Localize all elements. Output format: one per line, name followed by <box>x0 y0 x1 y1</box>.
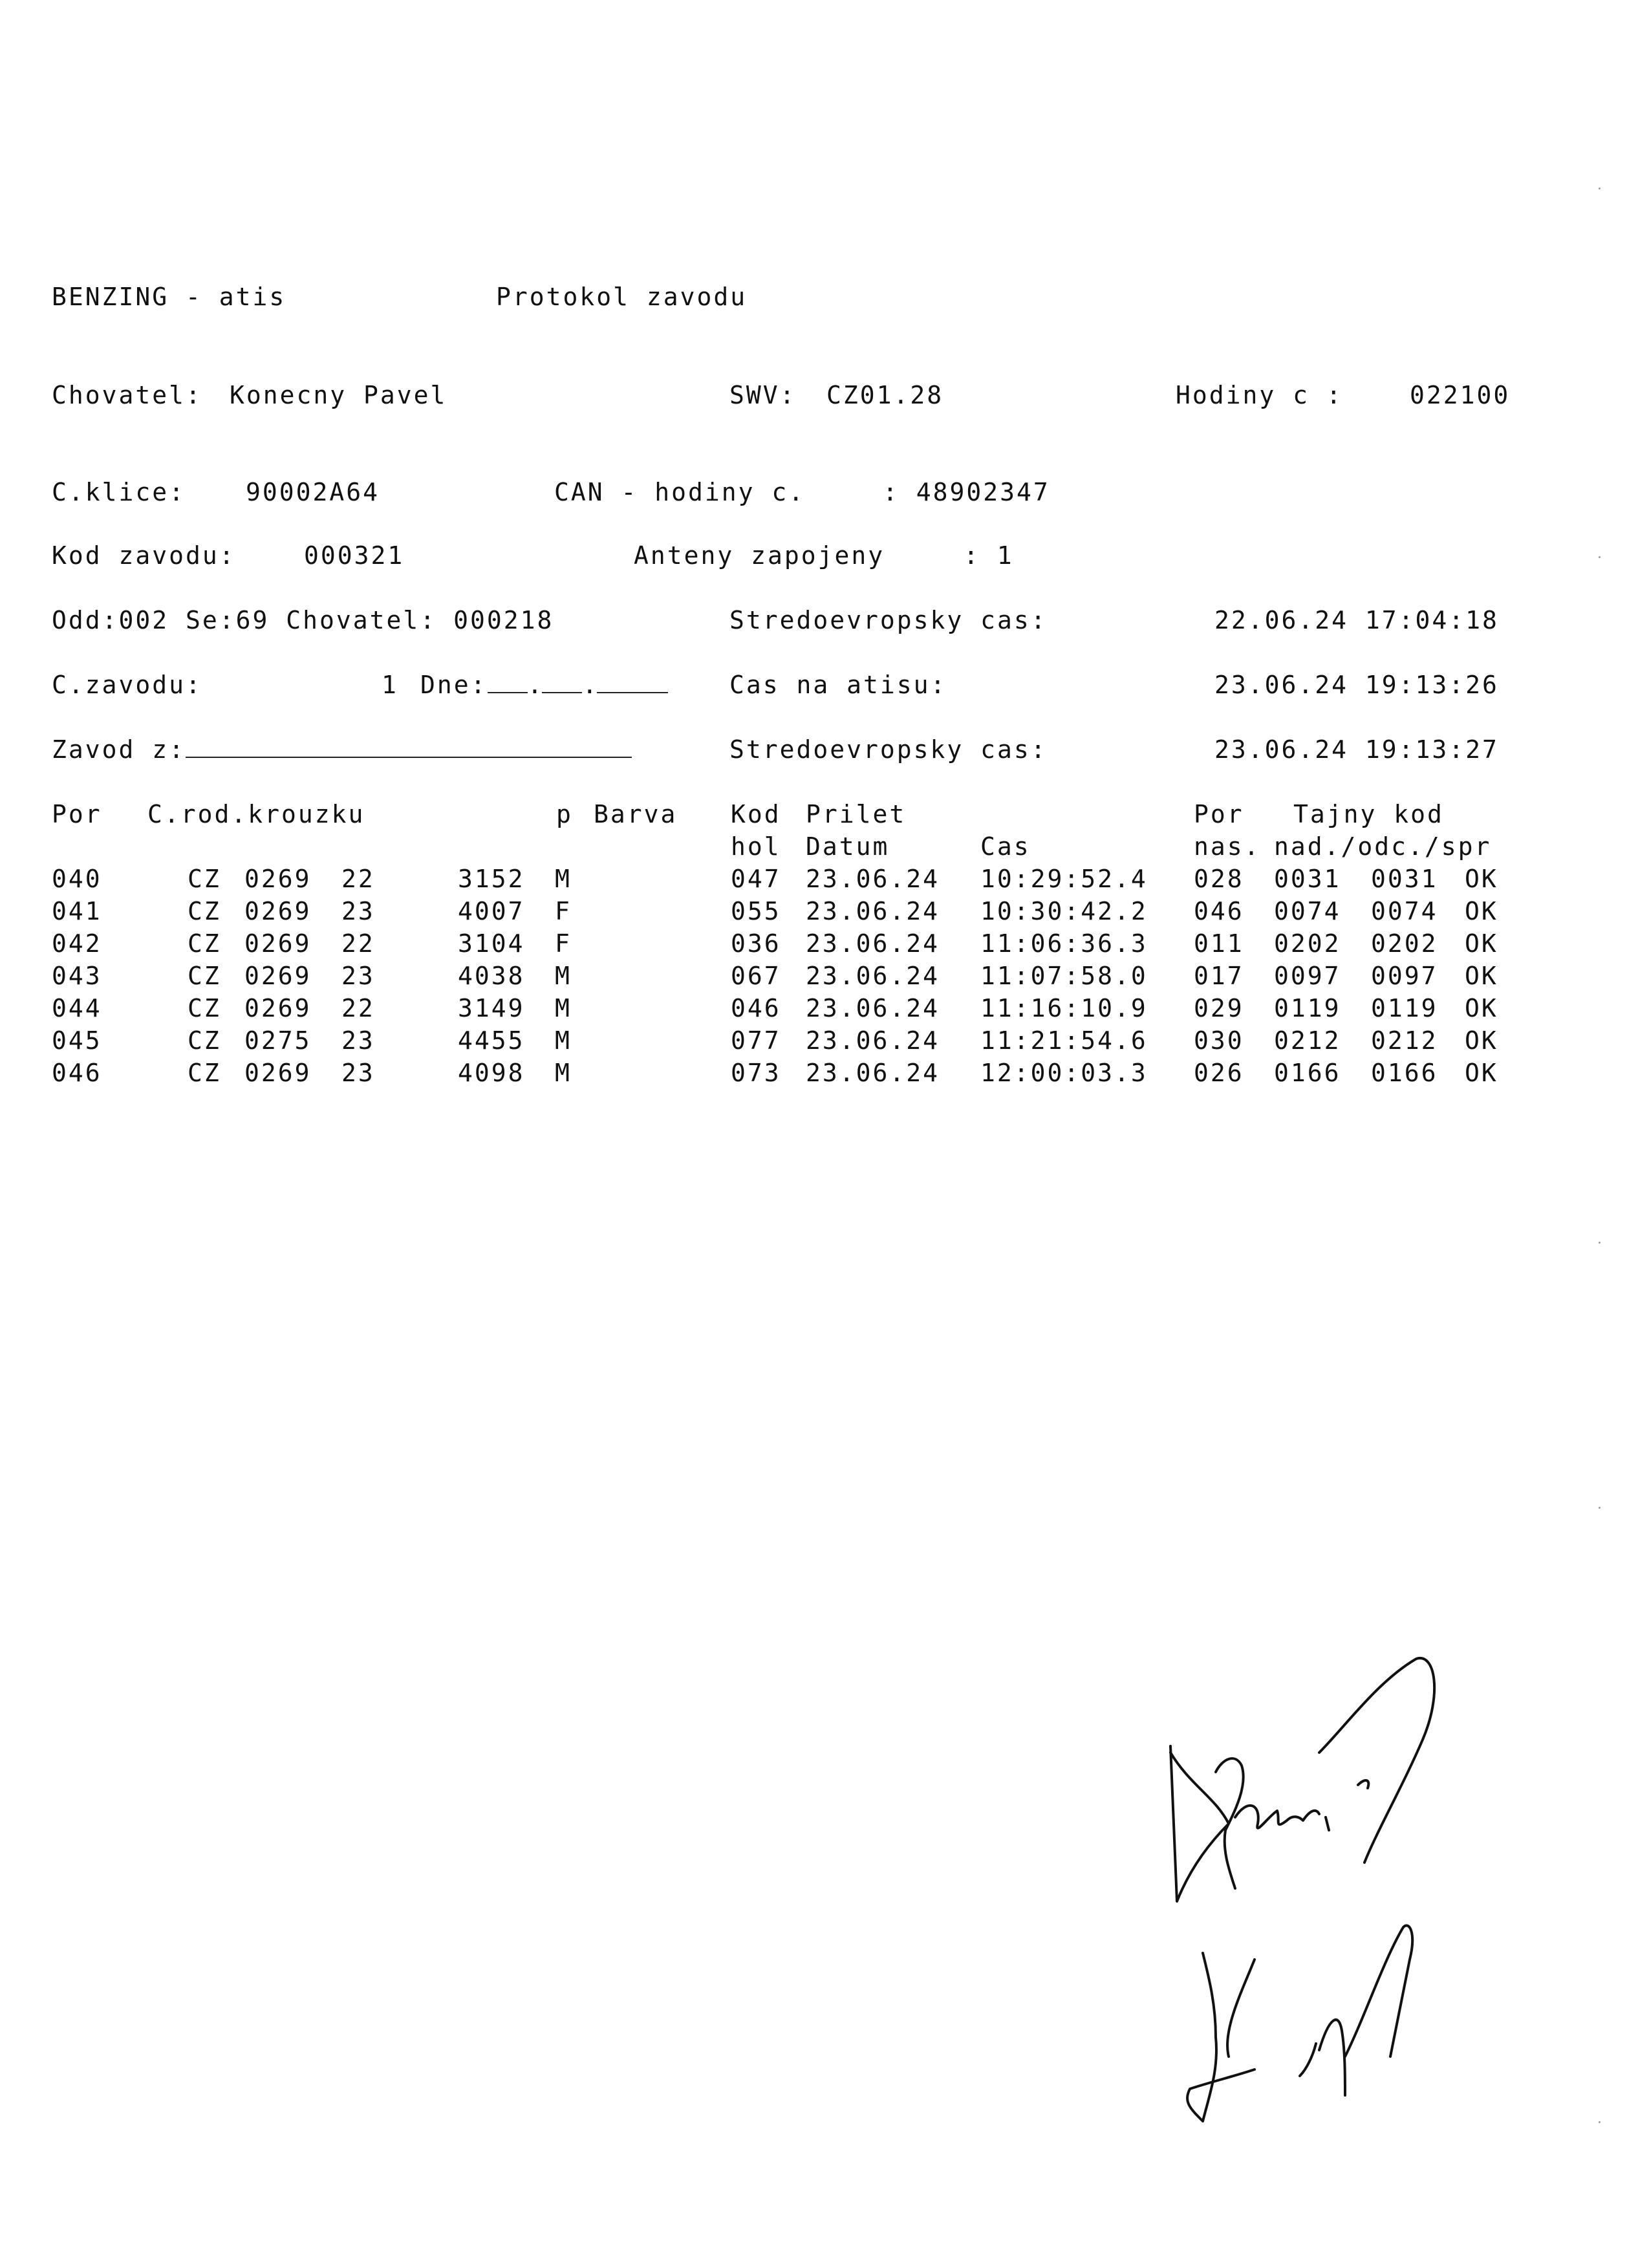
cell-ring-number: 4007 <box>458 897 525 925</box>
cell-rod: 0269 <box>244 897 312 925</box>
cell-time: 10:29:52.4 <box>980 865 1148 893</box>
dne-label: Dne: . . <box>420 673 668 697</box>
cell-sex: F <box>555 929 572 958</box>
table-row <box>0 867 1649 899</box>
zavod-z-blank <box>186 737 632 758</box>
cell-por-nas: 029 <box>1194 994 1244 1022</box>
header-p: p <box>556 800 573 828</box>
cell-por-nas: 028 <box>1194 865 1244 893</box>
cell-nad: 0097 <box>1274 962 1341 990</box>
header-datum: Datum <box>806 832 890 861</box>
cell-odc: 0166 <box>1371 1059 1438 1087</box>
cell-rod: 0269 <box>244 962 312 990</box>
cell-sex: M <box>555 865 572 893</box>
stredoevropsky-cas-value-1: 22.06.24 17:04:18 <box>1214 606 1499 634</box>
cell-nad: 0212 <box>1274 1026 1341 1055</box>
cell-odc: 0097 <box>1371 962 1438 990</box>
cell-odc: 0119 <box>1371 994 1438 1022</box>
cell-rod: 0269 <box>244 1059 312 1087</box>
cell-date: 23.06.24 <box>806 1026 940 1055</box>
cell-time: 12:00:03.3 <box>980 1059 1148 1087</box>
c-zavodu-label: C.zavodu: <box>52 671 202 699</box>
cell-ring-number: 3149 <box>458 994 525 1022</box>
cell-year: 23 <box>341 962 375 990</box>
klice-value: 90002A64 <box>246 478 380 506</box>
table-row <box>0 996 1649 1028</box>
cell-sex: M <box>555 994 572 1022</box>
cell-por-nas: 030 <box>1194 1026 1244 1055</box>
header-por2: Por <box>1194 800 1244 828</box>
cell-spr: OK <box>1465 897 1498 925</box>
stredoevropsky-cas-value-2: 23.06.24 19:13:27 <box>1214 735 1499 764</box>
cell-year: 23 <box>341 897 375 925</box>
odd-line: Odd:002 Se:69 Chovatel: 000218 <box>52 606 554 634</box>
dne-day-blank <box>488 673 528 693</box>
document-title: Protokol zavodu <box>496 283 748 311</box>
cell-time: 11:07:58.0 <box>980 962 1148 990</box>
cell-year: 23 <box>341 1059 375 1087</box>
klice-label: C.klice: <box>52 478 186 506</box>
cell-kod: 077 <box>731 1026 781 1055</box>
can-label: CAN - hodiny c. <box>554 478 806 506</box>
dne-year-blank <box>597 673 668 693</box>
scan-speck <box>1599 2121 1600 2123</box>
header-ring: C.rod.krouzku <box>147 800 365 828</box>
cell-nad: 0031 <box>1274 865 1341 893</box>
cell-kod: 055 <box>731 897 781 925</box>
zavod-z-label <box>52 737 632 762</box>
cell-odc: 0074 <box>1371 897 1438 925</box>
cell-nad: 0119 <box>1274 994 1341 1022</box>
cas-na-atisu-label: Cas na atisu: <box>729 671 947 699</box>
cell-year: 22 <box>341 929 375 958</box>
signature-2 <box>1187 1925 1412 2121</box>
cell-kod: 036 <box>731 929 781 958</box>
cell-year: 22 <box>341 865 375 893</box>
hodiny-value: 022100 <box>1410 381 1511 409</box>
chovatel-label: Chovatel: <box>52 381 202 409</box>
cell-date: 23.06.24 <box>806 865 940 893</box>
cell-ring-number: 3152 <box>458 865 525 893</box>
table-row <box>0 899 1649 931</box>
header-prilet: Prilet <box>806 800 907 828</box>
chovatel-value: Konecny Pavel <box>230 381 447 409</box>
cell-rod: 0269 <box>244 929 312 958</box>
cell-kod: 073 <box>731 1059 781 1087</box>
cell-rod: 0275 <box>244 1026 312 1055</box>
cell-spr: OK <box>1465 865 1498 893</box>
table-header-row-1 <box>0 802 1649 834</box>
cell-year: 23 <box>341 1026 375 1055</box>
cell-sex: M <box>555 1059 572 1087</box>
stredoevropsky-cas-label-2: Stredoevropsky cas: <box>729 735 1048 764</box>
dne-label-text: Dne: <box>420 671 488 699</box>
cell-odc: 0031 <box>1371 865 1438 893</box>
cas-na-atisu-value: 23.06.24 19:13:26 <box>1214 671 1499 699</box>
cell-por-nas: 046 <box>1194 897 1244 925</box>
c-zavodu-value: 1 <box>382 671 398 699</box>
cell-odc: 0202 <box>1371 929 1438 958</box>
cell-date: 23.06.24 <box>806 929 940 958</box>
cell-kod: 046 <box>731 994 781 1022</box>
header-por: Por <box>52 800 102 828</box>
cell-country: CZ <box>188 897 221 925</box>
table-header-row-2 <box>0 834 1649 867</box>
cell-date: 23.06.24 <box>806 994 940 1022</box>
cell-time: 11:06:36.3 <box>980 929 1148 958</box>
anteny-label: Anteny zapojeny <box>634 541 885 570</box>
zavod-z-label-text: Zavod z: <box>52 735 186 764</box>
cell-spr: OK <box>1465 994 1498 1022</box>
dne-month-blank <box>542 673 582 693</box>
scan-speck <box>1599 1507 1600 1509</box>
cell-nad: 0166 <box>1274 1059 1341 1087</box>
cell-country: CZ <box>188 1059 221 1087</box>
hodiny-label: Hodiny c : <box>1176 381 1343 409</box>
cell-spr: OK <box>1465 1026 1498 1055</box>
cell-por: 044 <box>52 994 102 1022</box>
cell-por: 040 <box>52 865 102 893</box>
cell-country: CZ <box>188 962 221 990</box>
cell-time: 11:16:10.9 <box>980 994 1148 1022</box>
cell-por: 045 <box>52 1026 102 1055</box>
can-value: : 48902347 <box>883 478 1050 506</box>
cell-rod: 0269 <box>244 994 312 1022</box>
cell-kod: 047 <box>731 865 781 893</box>
cell-rod: 0269 <box>244 865 312 893</box>
system-name: BENZING - atis <box>52 283 286 311</box>
stredoevropsky-cas-label-1: Stredoevropsky cas: <box>729 606 1048 634</box>
anteny-value: : 1 <box>964 541 1014 570</box>
swv-label: SWV: <box>729 381 797 409</box>
scan-speck <box>1599 556 1600 558</box>
header-nas: nas. <box>1194 832 1261 861</box>
cell-sex: F <box>555 897 572 925</box>
swv-value: CZ01.28 <box>826 381 944 409</box>
cell-year: 22 <box>341 994 375 1022</box>
cell-date: 23.06.24 <box>806 962 940 990</box>
signature-1 <box>1170 1658 1434 1901</box>
cell-ring-number: 3104 <box>458 929 525 958</box>
kod-zavodu-value: 000321 <box>304 541 405 570</box>
cell-spr: OK <box>1465 962 1498 990</box>
cell-date: 23.06.24 <box>806 1059 940 1087</box>
cell-ring-number: 4455 <box>458 1026 525 1055</box>
cell-por-nas: 011 <box>1194 929 1244 958</box>
cell-ring-number: 4098 <box>458 1059 525 1087</box>
cell-por-nas: 026 <box>1194 1059 1244 1087</box>
header-cas: Cas <box>980 832 1031 861</box>
table-row <box>0 964 1649 996</box>
cell-spr: OK <box>1465 929 1498 958</box>
cell-odc: 0212 <box>1371 1026 1438 1055</box>
scan-speck <box>1599 1242 1600 1244</box>
cell-ring-number: 4038 <box>458 962 525 990</box>
cell-por: 041 <box>52 897 102 925</box>
cell-time: 11:21:54.6 <box>980 1026 1148 1055</box>
scan-speck <box>1599 188 1600 189</box>
cell-por: 046 <box>52 1059 102 1087</box>
header-barva: Barva <box>594 800 678 828</box>
header-nad: nad./odc./spr <box>1274 832 1492 861</box>
header-kod: Kod <box>731 800 781 828</box>
cell-country: CZ <box>188 1026 221 1055</box>
cell-por: 043 <box>52 962 102 990</box>
cell-sex: M <box>555 1026 572 1055</box>
cell-por: 042 <box>52 929 102 958</box>
cell-country: CZ <box>188 994 221 1022</box>
cell-time: 10:30:42.2 <box>980 897 1148 925</box>
cell-country: CZ <box>188 929 221 958</box>
cell-sex: M <box>555 962 572 990</box>
table-row <box>0 931 1649 964</box>
cell-nad: 0202 <box>1274 929 1341 958</box>
cell-kod: 067 <box>731 962 781 990</box>
table-row <box>0 1028 1649 1061</box>
header-hol: hol <box>731 832 781 861</box>
kod-zavodu-label: Kod zavodu: <box>52 541 236 570</box>
header-tajny: Tajny kod <box>1293 800 1444 828</box>
cell-por-nas: 017 <box>1194 962 1244 990</box>
table-row <box>0 1061 1649 1093</box>
handwritten-signatures <box>1151 1656 1539 2173</box>
cell-country: CZ <box>188 865 221 893</box>
cell-nad: 0074 <box>1274 897 1341 925</box>
cell-date: 23.06.24 <box>806 897 940 925</box>
cell-spr: OK <box>1465 1059 1498 1087</box>
